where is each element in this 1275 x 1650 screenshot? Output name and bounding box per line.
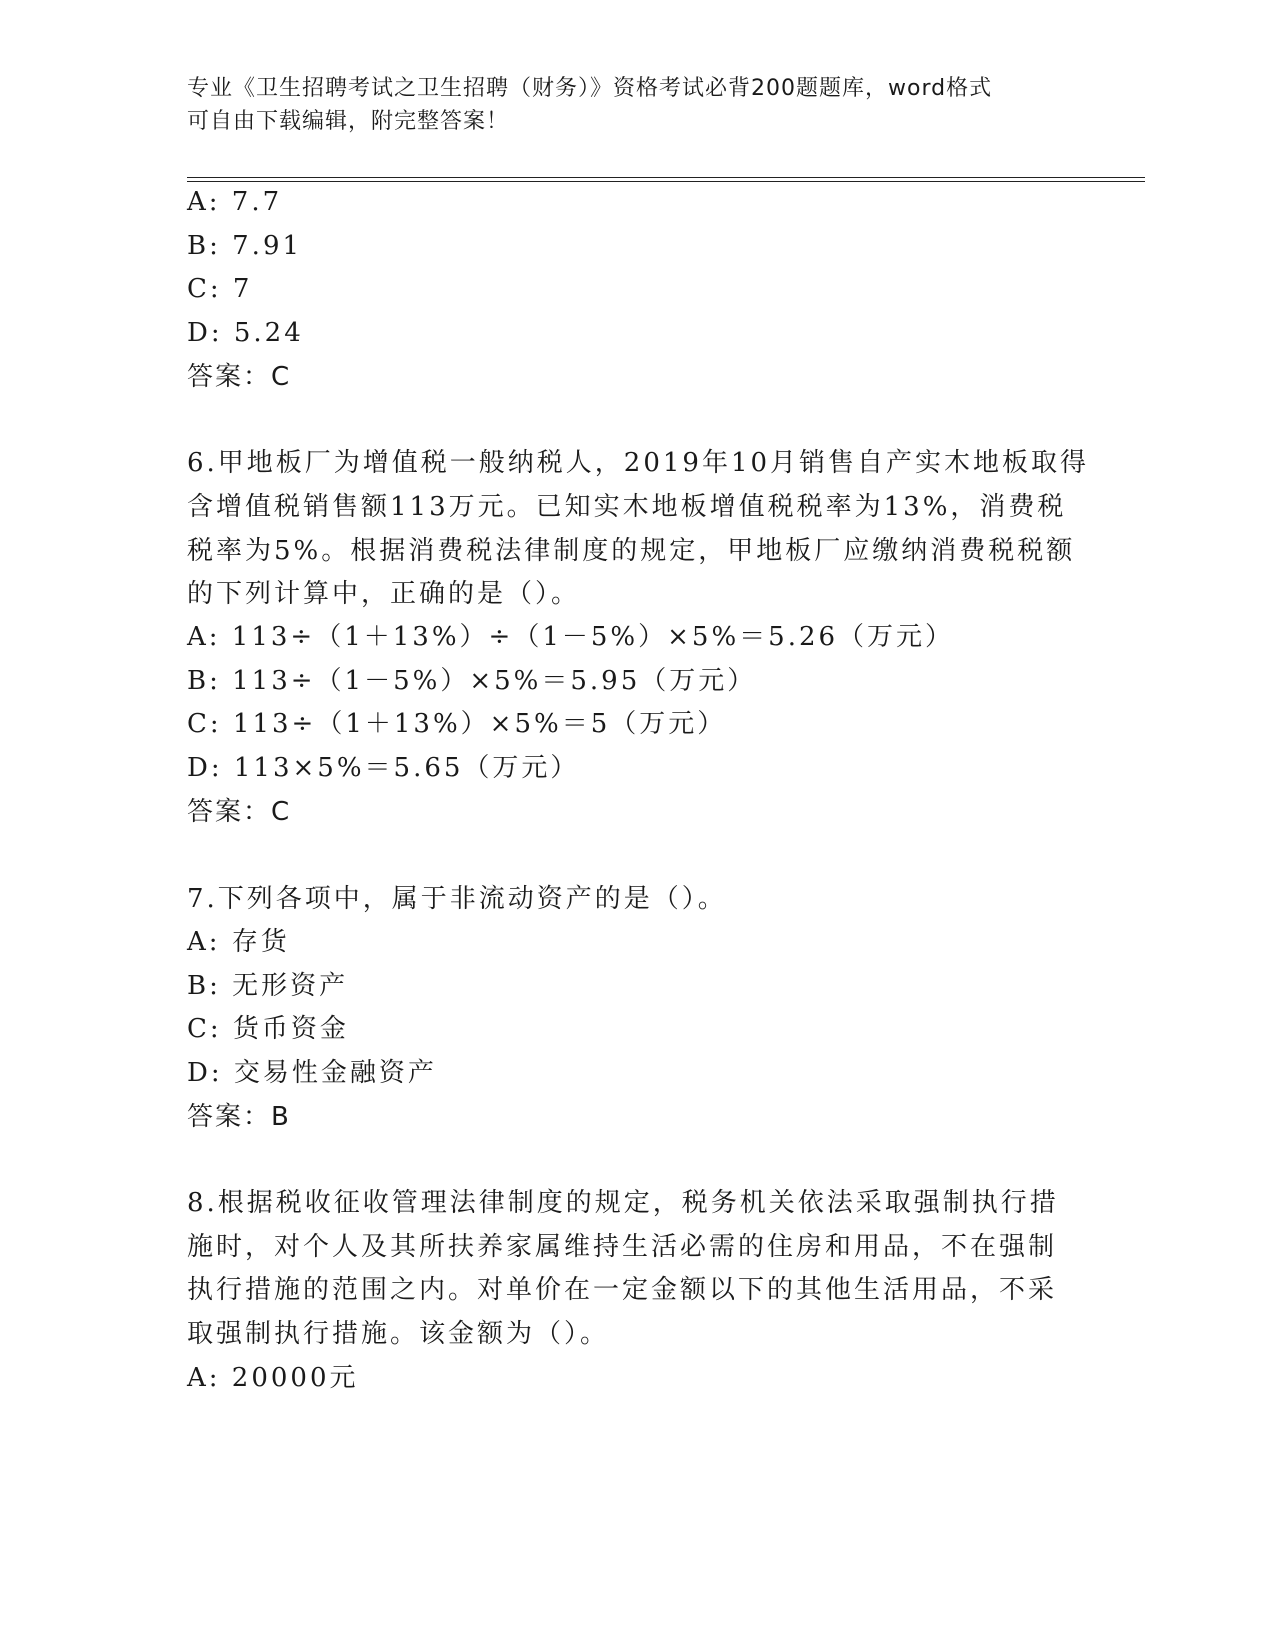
q5-option-d: D: 5.24 (187, 318, 304, 348)
title-line-1: 专业《卫生招聘考试之卫生招聘（财务）》资格考试必背200题题库，word格式 (187, 76, 993, 101)
q7-answer: 答案：B (187, 1102, 291, 1132)
q7-option-c: C: 货币资金 (187, 1014, 349, 1044)
q6-answer: 答案：C (187, 797, 292, 827)
q6-option-b: B: 113÷（1－5%）×5%＝5.95（万元） (187, 666, 757, 696)
q8-stem-line-1: 8.根据税收征收管理法律制度的规定，税务机关依法采取强制执行措 (187, 1188, 1059, 1218)
q5-option-b: B: 7.91 (187, 231, 303, 261)
q6-stem-line-4: 的下列计算中，正确的是（）。 (187, 579, 581, 609)
q7-option-d: D: 交易性金融资产 (187, 1058, 437, 1088)
q6-stem-line-3: 税率为5%。根据消费税法律制度的规定，甲地板厂应缴纳消费税税额 (187, 536, 1076, 566)
q8-stem-line-4: 取强制执行措施。该金额为（）。 (187, 1319, 610, 1349)
q5-answer: 答案：C (187, 362, 292, 392)
title-line-2: 可自由下载编辑，附完整答案！ (187, 109, 510, 134)
q6-option-a: A: 113÷（1＋13%）÷（1－5%）×5%＝5.26（万元） (187, 622, 955, 652)
header-rule-top (187, 177, 1145, 178)
q5-option-a: A: 7.7 (187, 187, 283, 217)
q5-option-c: C: 7 (187, 274, 253, 304)
header-rule-bottom (187, 181, 1145, 182)
q6-option-c: C: 113÷（1＋13%）×5%＝5（万元） (187, 709, 727, 739)
q8-option-a: A: 20000元 (187, 1363, 359, 1393)
q7-option-a: A: 存货 (187, 927, 290, 957)
q8-stem-line-3: 执行措施的范围之内。对单价在一定金额以下的其他生活用品，不采 (187, 1275, 1058, 1305)
document-title (187, 72, 1087, 138)
q7-stem-line-1: 7.下列各项中，属于非流动资产的是（）。 (187, 884, 727, 914)
q6-stem-line-1: 6.甲地板厂为增值税一般纳税人，2019年10月销售自产实木地板取得 (187, 448, 1090, 478)
q6-option-d: D: 113×5%＝5.65（万元） (187, 753, 580, 783)
q6-stem-line-2: 含增值税销售额113万元。已知实木地板增值税税率为13%，消费税 (187, 492, 1067, 522)
q8-stem-line-2: 施时，对个人及其所扶养家属维持生活必需的住房和用品，不在强制 (187, 1232, 1058, 1262)
q7-option-b: B: 无形资产 (187, 971, 349, 1001)
